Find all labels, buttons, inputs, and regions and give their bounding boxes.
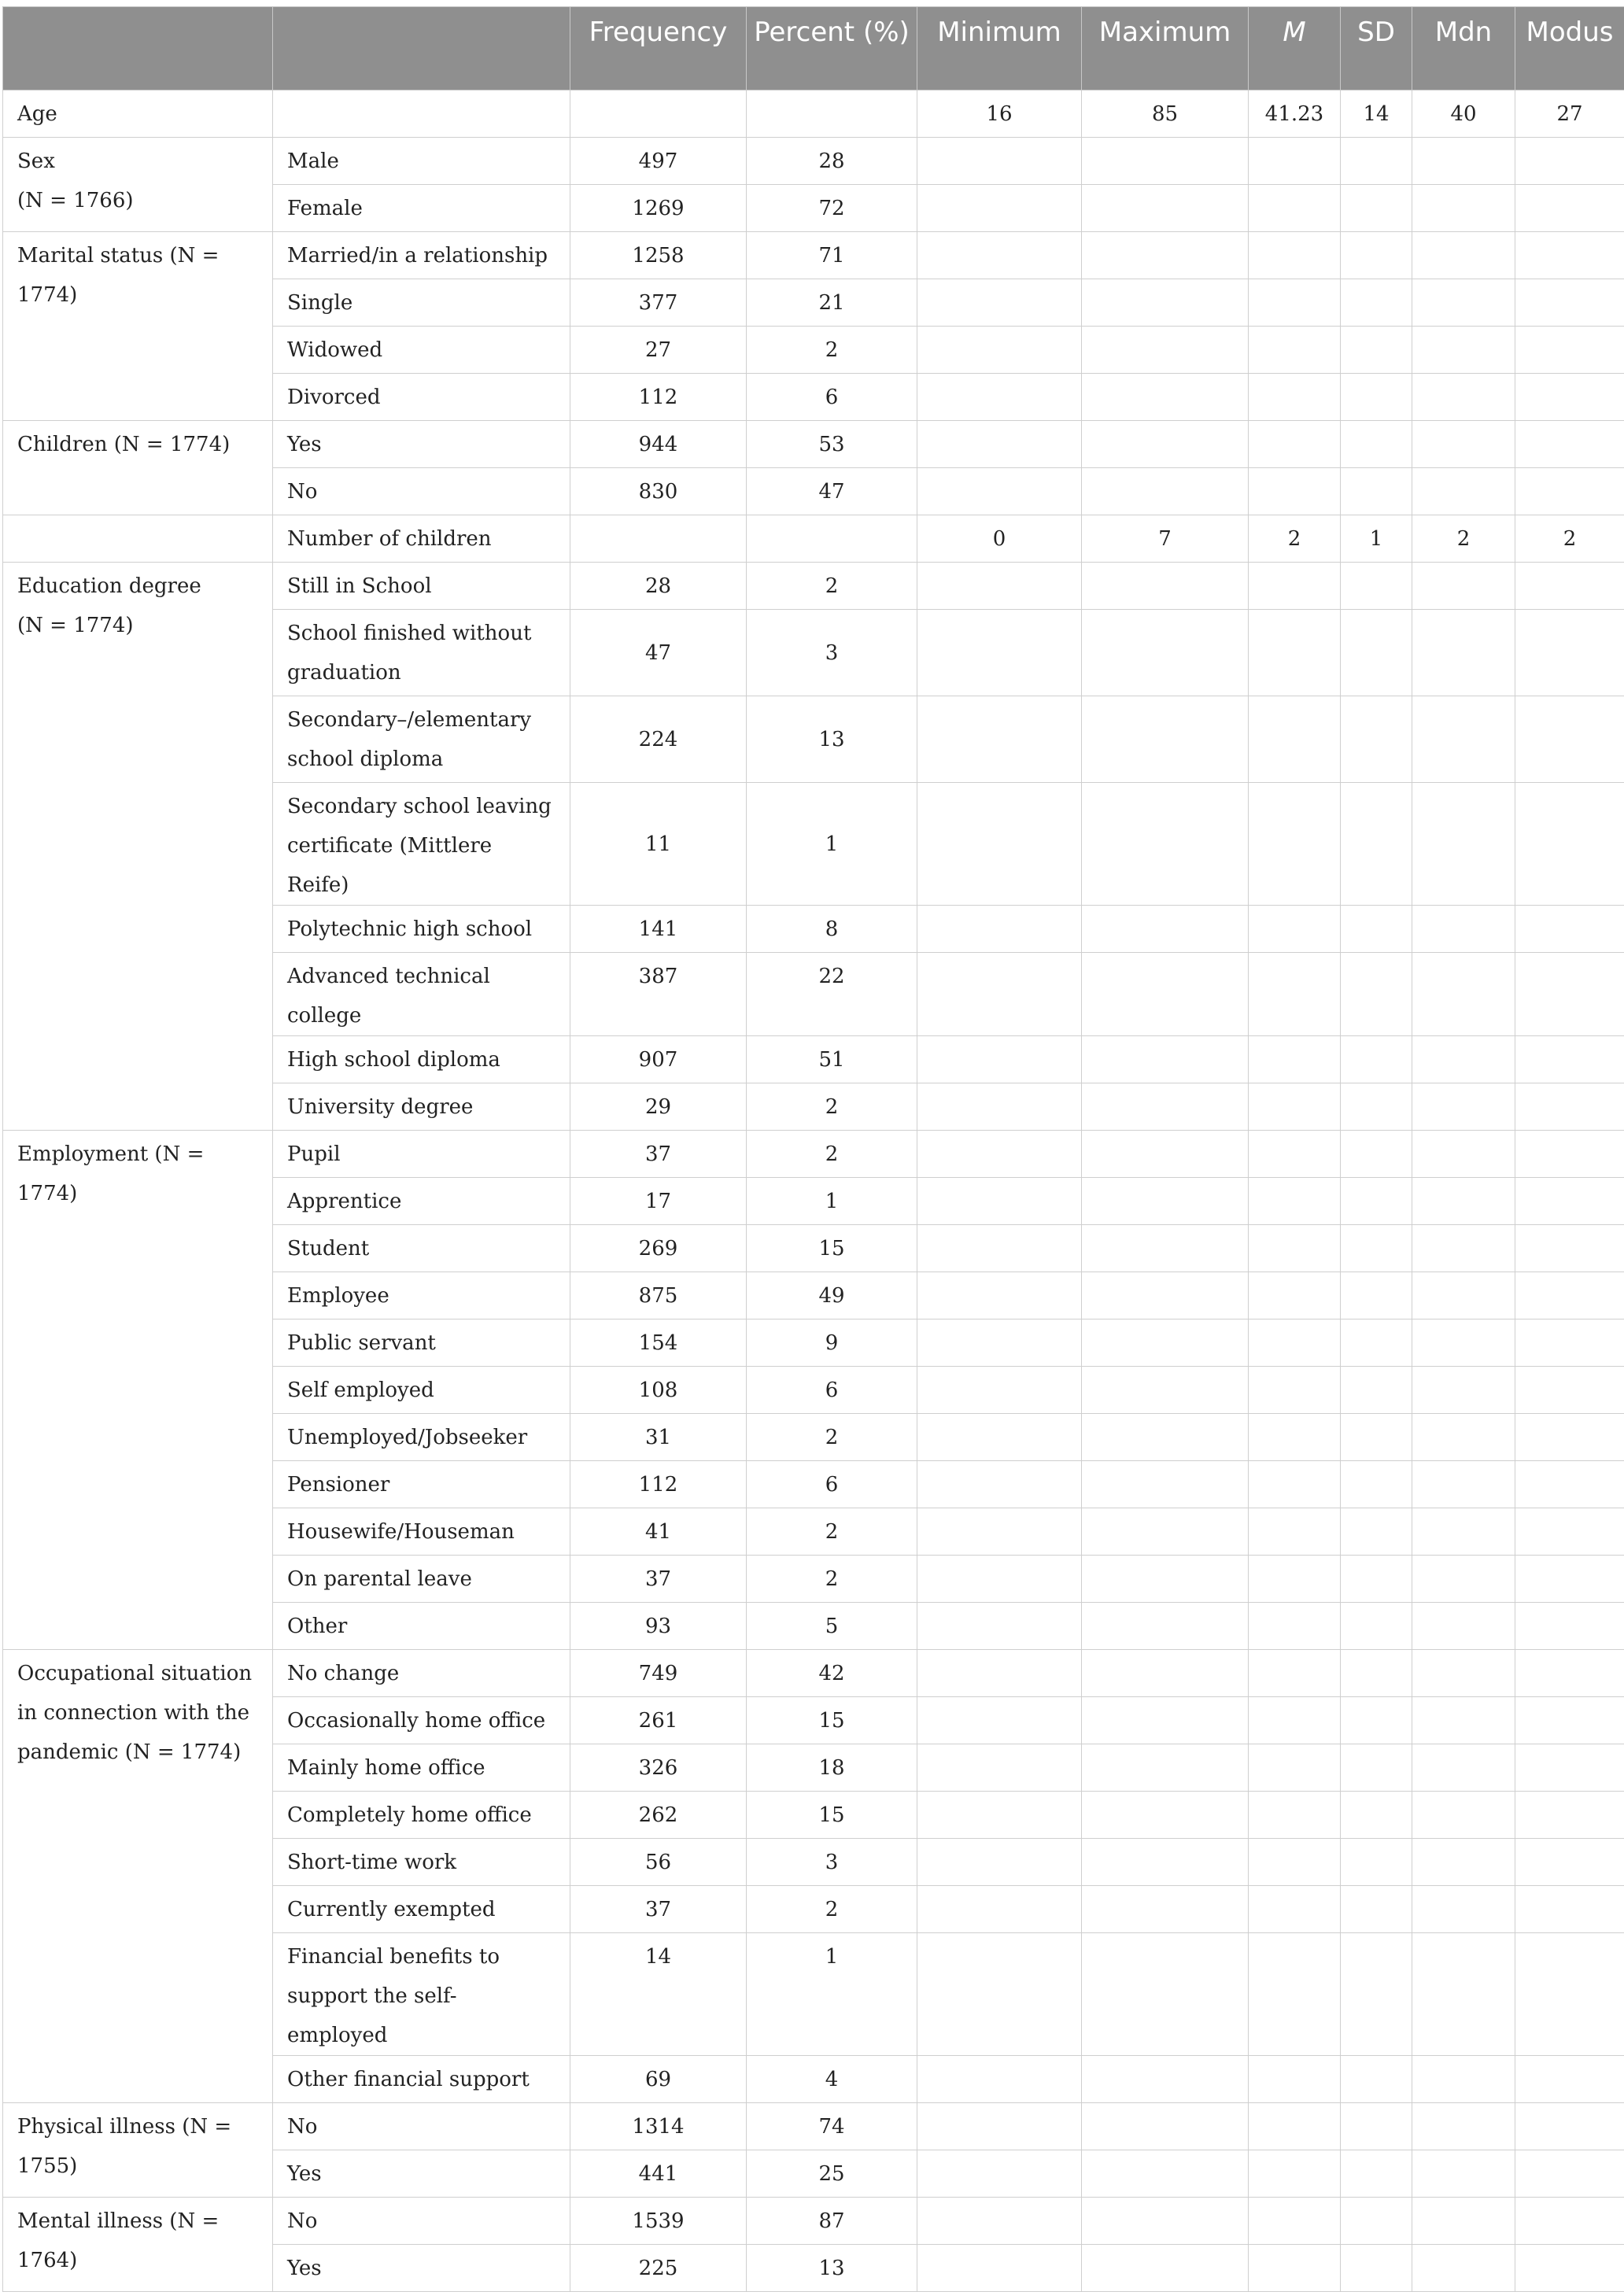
cell-frequency: 28 bbox=[570, 563, 747, 610]
cell-sd: 1 bbox=[1341, 515, 1412, 563]
cell-percent: 87 bbox=[747, 2198, 917, 2245]
cell-sub: Other bbox=[273, 1603, 570, 1650]
row-label-sex: Sex (N = 1766) bbox=[3, 138, 273, 232]
cell-sub: No bbox=[273, 468, 570, 515]
cell-frequency: 875 bbox=[570, 1272, 747, 1319]
table-header bbox=[3, 7, 1624, 90]
cell-frequency: 441 bbox=[570, 2150, 747, 2198]
header-blank-2 bbox=[273, 7, 570, 90]
cell-frequency: 1314 bbox=[570, 2103, 747, 2150]
cell-percent: 2 bbox=[747, 327, 917, 374]
cell-percent: 21 bbox=[747, 279, 917, 327]
cell-frequency: 830 bbox=[570, 468, 747, 515]
row-label-children: Children (N = 1774) bbox=[3, 421, 273, 515]
cell-mdn: 2 bbox=[1412, 515, 1515, 563]
cell-percent: 72 bbox=[747, 185, 917, 232]
header-mdn: Mdn bbox=[1412, 7, 1515, 90]
table-row bbox=[3, 515, 1624, 563]
cell-percent: 6 bbox=[747, 1461, 917, 1508]
cell-mean: 2 bbox=[1249, 515, 1341, 563]
cell-frequency: 1539 bbox=[570, 2198, 747, 2245]
cell-frequency: 17 bbox=[570, 1178, 747, 1225]
header-percent: Percent (%) bbox=[747, 7, 917, 90]
cell-min: 0 bbox=[917, 515, 1082, 563]
cell-percent: 5 bbox=[747, 1603, 917, 1650]
cell-frequency: 154 bbox=[570, 1319, 747, 1367]
cell-sub: Pensioner bbox=[273, 1461, 570, 1508]
cell-modus: 2 bbox=[1515, 515, 1624, 563]
cell-sub: Advanced technical college bbox=[273, 953, 570, 1036]
cell-frequency: 37 bbox=[570, 1556, 747, 1603]
cell-frequency: 29 bbox=[570, 1083, 747, 1131]
cell-percent: 6 bbox=[747, 1367, 917, 1414]
cell-percent: 9 bbox=[747, 1319, 917, 1367]
cell-sub: Unemployed/Jobseeker bbox=[273, 1414, 570, 1461]
cell-frequency: 261 bbox=[570, 1697, 747, 1744]
cell-frequency: 225 bbox=[570, 2245, 747, 2292]
cell-percent: 2 bbox=[747, 1508, 917, 1556]
cell-frequency: 497 bbox=[570, 138, 747, 185]
header-modus: Modus bbox=[1515, 7, 1624, 90]
row-label-mental: Mental illness (N = 1764) bbox=[3, 2198, 273, 2292]
cell-sub: Divorced bbox=[273, 374, 570, 421]
cell-max: 7 bbox=[1082, 515, 1249, 563]
cell-sub: Female bbox=[273, 185, 570, 232]
cell-frequency: 326 bbox=[570, 1744, 747, 1792]
cell-percent: 25 bbox=[747, 2150, 917, 2198]
header-minimum: Minimum bbox=[917, 7, 1082, 90]
cell-frequency: 262 bbox=[570, 1792, 747, 1839]
cell-percent: 2 bbox=[747, 563, 917, 610]
cell-percent: 2 bbox=[747, 1886, 917, 1933]
cell-sub: Secondary–/elementary school diploma bbox=[273, 696, 570, 783]
cell-sub: Apprentice bbox=[273, 1178, 570, 1225]
table-row bbox=[3, 2103, 1624, 2150]
demographics-table bbox=[2, 6, 1624, 2292]
cell-frequency: 27 bbox=[570, 327, 747, 374]
cell-frequency: 93 bbox=[570, 1603, 747, 1650]
cell-sub: Public servant bbox=[273, 1319, 570, 1367]
cell-sd: 14 bbox=[1341, 90, 1412, 138]
cell-percent: 71 bbox=[747, 232, 917, 279]
cell-sub: Married/in a relationship bbox=[273, 232, 570, 279]
cell-percent: 6 bbox=[747, 374, 917, 421]
cell-percent: 15 bbox=[747, 1792, 917, 1839]
cell-sub: On parental leave bbox=[273, 1556, 570, 1603]
cell-sub: Male bbox=[273, 138, 570, 185]
cell-frequency: 69 bbox=[570, 2056, 747, 2103]
table-row bbox=[3, 232, 1624, 279]
cell-percent: 2 bbox=[747, 1083, 917, 1131]
cell-frequency: 907 bbox=[570, 1036, 747, 1083]
cell-sub: Pupil bbox=[273, 1131, 570, 1178]
cell-mdn: 40 bbox=[1412, 90, 1515, 138]
cell-percent: 15 bbox=[747, 1225, 917, 1272]
cell-sub: Single bbox=[273, 279, 570, 327]
cell-sub: Yes bbox=[273, 2150, 570, 2198]
cell-sub: School finished without graduation bbox=[273, 610, 570, 696]
cell-percent: 74 bbox=[747, 2103, 917, 2150]
table-row bbox=[3, 421, 1624, 468]
cell-percent: 3 bbox=[747, 1839, 917, 1886]
header-blank-1 bbox=[3, 7, 273, 90]
cell-percent: 13 bbox=[747, 2245, 917, 2292]
cell-percent: 47 bbox=[747, 468, 917, 515]
cell-sub: Still in School bbox=[273, 563, 570, 610]
cell-sub: Secondary school leaving certificate (Mittlere Reife) bbox=[273, 783, 570, 906]
cell-sub: Yes bbox=[273, 421, 570, 468]
cell-frequency: 31 bbox=[570, 1414, 747, 1461]
table-row bbox=[3, 1650, 1624, 1697]
cell-percent: 49 bbox=[747, 1272, 917, 1319]
table-row bbox=[3, 138, 1624, 185]
row-label-marital: Marital status (N = 1774) bbox=[3, 232, 273, 421]
cell-percent: 3 bbox=[747, 610, 917, 696]
cell-frequency: 141 bbox=[570, 906, 747, 953]
cell-frequency: 37 bbox=[570, 1886, 747, 1933]
header-maximum: Maximum bbox=[1082, 7, 1249, 90]
row-label-physical: Physical illness (N = 1755) bbox=[3, 2103, 273, 2198]
header-mean: M bbox=[1249, 7, 1341, 90]
cell-percent: 51 bbox=[747, 1036, 917, 1083]
cell-percent: 1 bbox=[747, 783, 917, 906]
row-label-occupational: Occupational situation in connection with the pandemic (N = 1774) bbox=[3, 1650, 273, 2103]
header-frequency: Frequency bbox=[570, 7, 747, 90]
cell-frequency: 1269 bbox=[570, 185, 747, 232]
table-row bbox=[3, 1131, 1624, 1178]
table-row bbox=[3, 90, 1624, 138]
cell-sub: Polytechnic high school bbox=[273, 906, 570, 953]
cell-percent: 42 bbox=[747, 1650, 917, 1697]
table-row bbox=[3, 2198, 1624, 2245]
cell-frequency: 269 bbox=[570, 1225, 747, 1272]
cell-sub: Other financial support bbox=[273, 2056, 570, 2103]
cell-sub: Short-time work bbox=[273, 1839, 570, 1886]
cell-sub: High school diploma bbox=[273, 1036, 570, 1083]
cell-percent: 8 bbox=[747, 906, 917, 953]
cell-sub: Yes bbox=[273, 2245, 570, 2292]
cell-frequency: 112 bbox=[570, 1461, 747, 1508]
cell-sub: No change bbox=[273, 1650, 570, 1697]
cell-sub: Currently exempted bbox=[273, 1886, 570, 1933]
cell-modus: 27 bbox=[1515, 90, 1624, 138]
cell-percent: 2 bbox=[747, 1556, 917, 1603]
cell-sub: Employee bbox=[273, 1272, 570, 1319]
cell-sub: Completely home office bbox=[273, 1792, 570, 1839]
cell-sub: No bbox=[273, 2103, 570, 2150]
cell-frequency: 37 bbox=[570, 1131, 747, 1178]
table-row bbox=[3, 563, 1624, 610]
cell-sub: Widowed bbox=[273, 327, 570, 374]
cell-percent: 2 bbox=[747, 1131, 917, 1178]
cell-percent: 15 bbox=[747, 1697, 917, 1744]
cell-sub: Occasionally home office bbox=[273, 1697, 570, 1744]
cell-sub: Housewife/Houseman bbox=[273, 1508, 570, 1556]
cell-sub: Student bbox=[273, 1225, 570, 1272]
cell-frequency: 47 bbox=[570, 610, 747, 696]
cell-percent: 28 bbox=[747, 138, 917, 185]
cell-frequency: 11 bbox=[570, 783, 747, 906]
cell-frequency: 112 bbox=[570, 374, 747, 421]
cell-sub: Financial benefits to support the self-employed bbox=[273, 1933, 570, 2056]
cell-percent: 2 bbox=[747, 1414, 917, 1461]
row-label-education: Education degree (N = 1774) bbox=[3, 563, 273, 1131]
cell-frequency: 224 bbox=[570, 696, 747, 783]
cell-frequency: 387 bbox=[570, 953, 747, 1036]
row-label-employment: Employment (N = 1774) bbox=[3, 1131, 273, 1650]
cell-percent: 13 bbox=[747, 696, 917, 783]
cell-frequency: 14 bbox=[570, 1933, 747, 2056]
cell-frequency: 56 bbox=[570, 1839, 747, 1886]
cell-percent: 1 bbox=[747, 1178, 917, 1225]
cell-percent: 53 bbox=[747, 421, 917, 468]
cell-sub: Self employed bbox=[273, 1367, 570, 1414]
cell-frequency: 944 bbox=[570, 421, 747, 468]
cell-sub: University degree bbox=[273, 1083, 570, 1131]
cell-percent: 22 bbox=[747, 953, 917, 1036]
cell-sub: No bbox=[273, 2198, 570, 2245]
cell-frequency: 41 bbox=[570, 1508, 747, 1556]
cell-percent: 18 bbox=[747, 1744, 917, 1792]
cell-frequency: 1258 bbox=[570, 232, 747, 279]
cell-frequency: 108 bbox=[570, 1367, 747, 1414]
cell-frequency: 377 bbox=[570, 279, 747, 327]
cell-min: 16 bbox=[917, 90, 1082, 138]
cell-sub: Mainly home office bbox=[273, 1744, 570, 1792]
row-label-age: Age bbox=[3, 90, 273, 138]
cell-frequency: 749 bbox=[570, 1650, 747, 1697]
cell-mean: 41.23 bbox=[1249, 90, 1341, 138]
cell-percent: 4 bbox=[747, 2056, 917, 2103]
cell-max: 85 bbox=[1082, 90, 1249, 138]
header-sd: SD bbox=[1341, 7, 1412, 90]
cell-sub: Number of children bbox=[273, 515, 570, 563]
cell-percent: 1 bbox=[747, 1933, 917, 2056]
